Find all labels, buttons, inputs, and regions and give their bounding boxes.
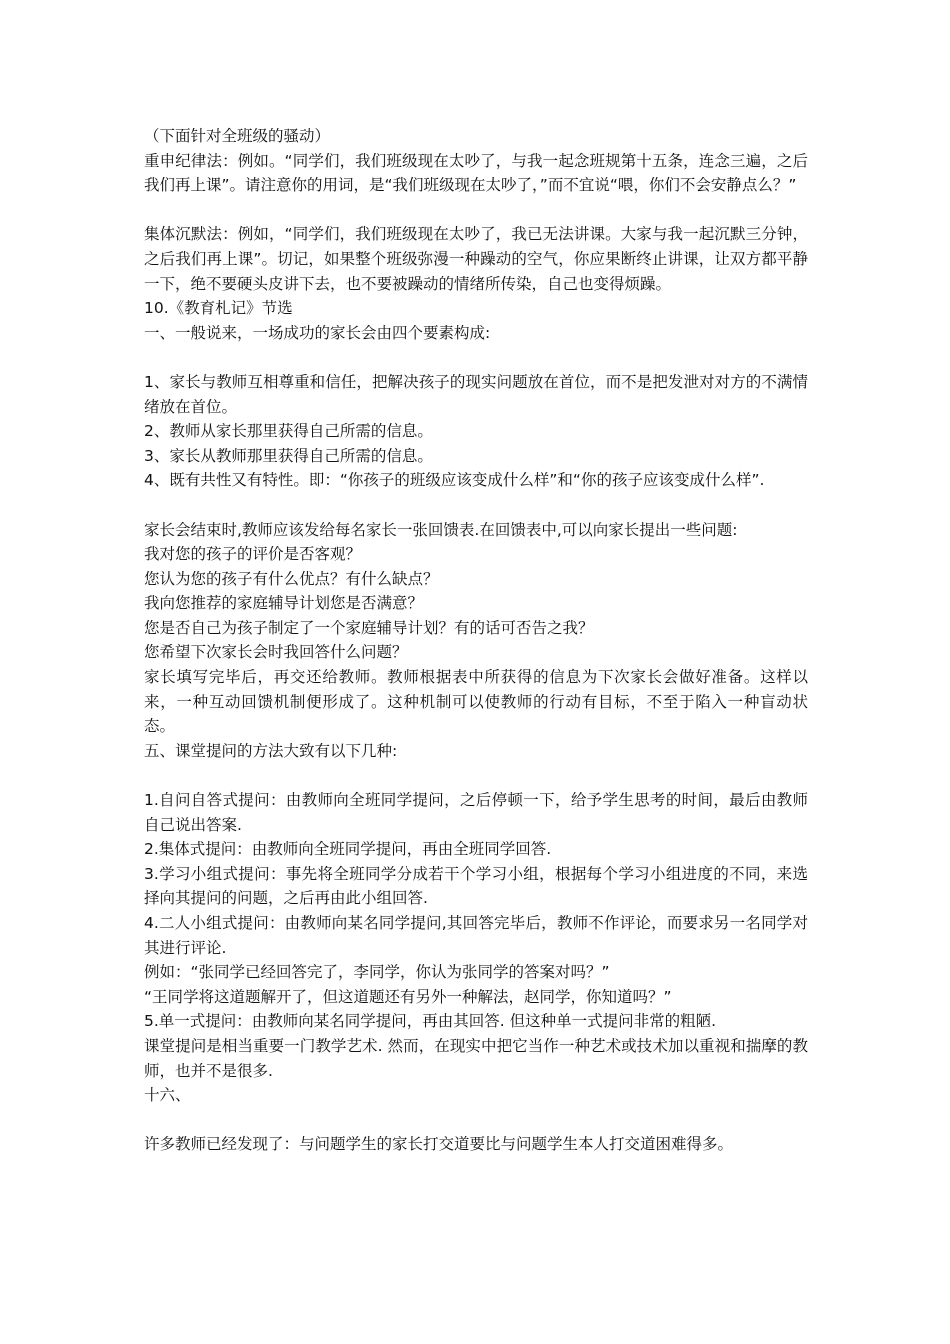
example-quote: 例如：“张同学已经回答完了，李同学，你认为张同学的答案对吗？”	[144, 963, 610, 982]
question-item: 您是否自己为孩子制定了一个家庭辅导计划？有的话可否告之我？	[144, 618, 594, 637]
question-item: 您认为您的孩子有什么优点？有什么缺点？	[144, 569, 439, 588]
blank-line	[144, 763, 808, 788]
list-item-3: 3、家长从教师那里获得自己所需的信息。	[144, 446, 433, 465]
blank-line	[144, 345, 808, 370]
section-heading-education-notes: 10.《教育札记》节选	[144, 299, 293, 318]
method-item-2: 2.集体式提问：由教师向全班同学提问，再由全班同学回答.	[144, 840, 552, 859]
paragraph-problem-parents: 许多教师已经发现了：与问题学生的家长打交道要比与问题学生本人打交道困难得多。	[144, 1135, 734, 1154]
question-item: 我对您的孩子的评价是否客观？	[144, 545, 362, 564]
method-item-4: 4.二人小组式提问：由教师向某名同学提问,其回答完毕后，教师不作评论，而要求另一名同学对其进行评论.	[144, 914, 808, 957]
note-class-disturbance: （下面针对全班级的骚动）	[144, 127, 331, 145]
list-item-1: 1、家长与教师互相尊重和信任，把解决孩子的现实问题放在首位，而不是把发泄对对方的不满情绪放在首位。	[144, 372, 808, 416]
blank-line	[144, 1108, 808, 1133]
paragraph-feedback-form: 家长会结束时,教师应该发给每名家长一张回馈表.在回馈表中,可以向家长提出一些问题:	[144, 520, 738, 539]
section-heading-sixteen: 十六、	[144, 1086, 191, 1105]
paragraph-collective-silence: 集体沉默法：例如，“同学们，我们班级现在太吵了，我已无法讲课。大家与我一起沉默三分钟，之后我们再上课”。切记，如果整个班级弥漫一种躁动的空气，你应果断终止讲课，让双方都平静一下，绝不要硬头皮讲下去，也不要被躁动的情绪所传染，自己也变得烦躁。	[144, 225, 808, 293]
paragraph-questioning-art: 课堂提问是相当重要一门教学艺术. 然而，在现实中把它当作一种艺术或技术加以重视和揣摩的教师，也并不是很多.	[144, 1036, 808, 1080]
blank-line	[144, 198, 808, 223]
question-item: 我向您推荐的家庭辅导计划您是否满意？	[144, 594, 424, 613]
list-item-4: 4、既有共性又有特性。即：“你孩子的班级应该变成什么样”和“你的孩子应该变成什么样”.	[144, 471, 765, 490]
example-quote: “王同学将这道题解开了，但这道题还有另外一种解法，赵同学，你知道吗？”	[144, 987, 672, 1006]
method-item-5: 5.单一式提问：由教师向某名同学提问，再由其回答. 但这种单一式提问非常的粗陋.	[144, 1012, 717, 1031]
method-item-1: 1.自问自答式提问：由教师向全班同学提问，之后停顿一下，给予学生思考的时间，最后由教师自己说出答案.	[144, 791, 808, 834]
section-heading-questioning-methods: 五、课堂提问的方法大致有以下几种:	[144, 741, 398, 760]
blank-line	[144, 493, 808, 518]
section-heading-parent-meeting: 一、一般说来，一场成功的家长会由四个要素构成:	[144, 323, 491, 342]
paragraph-discipline-method: 重申纪律法：例如。“同学们，我们班级现在太吵了，与我一起念班规第十五条，连念三遍，之后我们再上课”。请注意你的用词，是“我们班级现在太吵了，”而不宜说“喂，你们不会安静点么？”	[144, 151, 808, 195]
method-item-3: 3.学习小组式提问：事先将全班同学分成若干个学习小组，根据每个学习小组进度的不同，来选择向其提问的问题，之后再由此小组回答.	[144, 864, 808, 908]
question-item: 您希望下次家长会时我回答什么问题？	[144, 643, 408, 662]
list-item-2: 2、教师从家长那里获得自己所需的信息。	[144, 422, 433, 441]
document-page	[144, 124, 808, 1157]
paragraph-feedback-mechanism: 家长填写完毕后，再交还给教师。教师根据表中所获得的信息为下次家长会做好准备。这样以来，一种互动回馈机制便形成了。这种机制可以使教师的行动有目标，不至于陷入一种盲动状态。	[144, 668, 808, 736]
